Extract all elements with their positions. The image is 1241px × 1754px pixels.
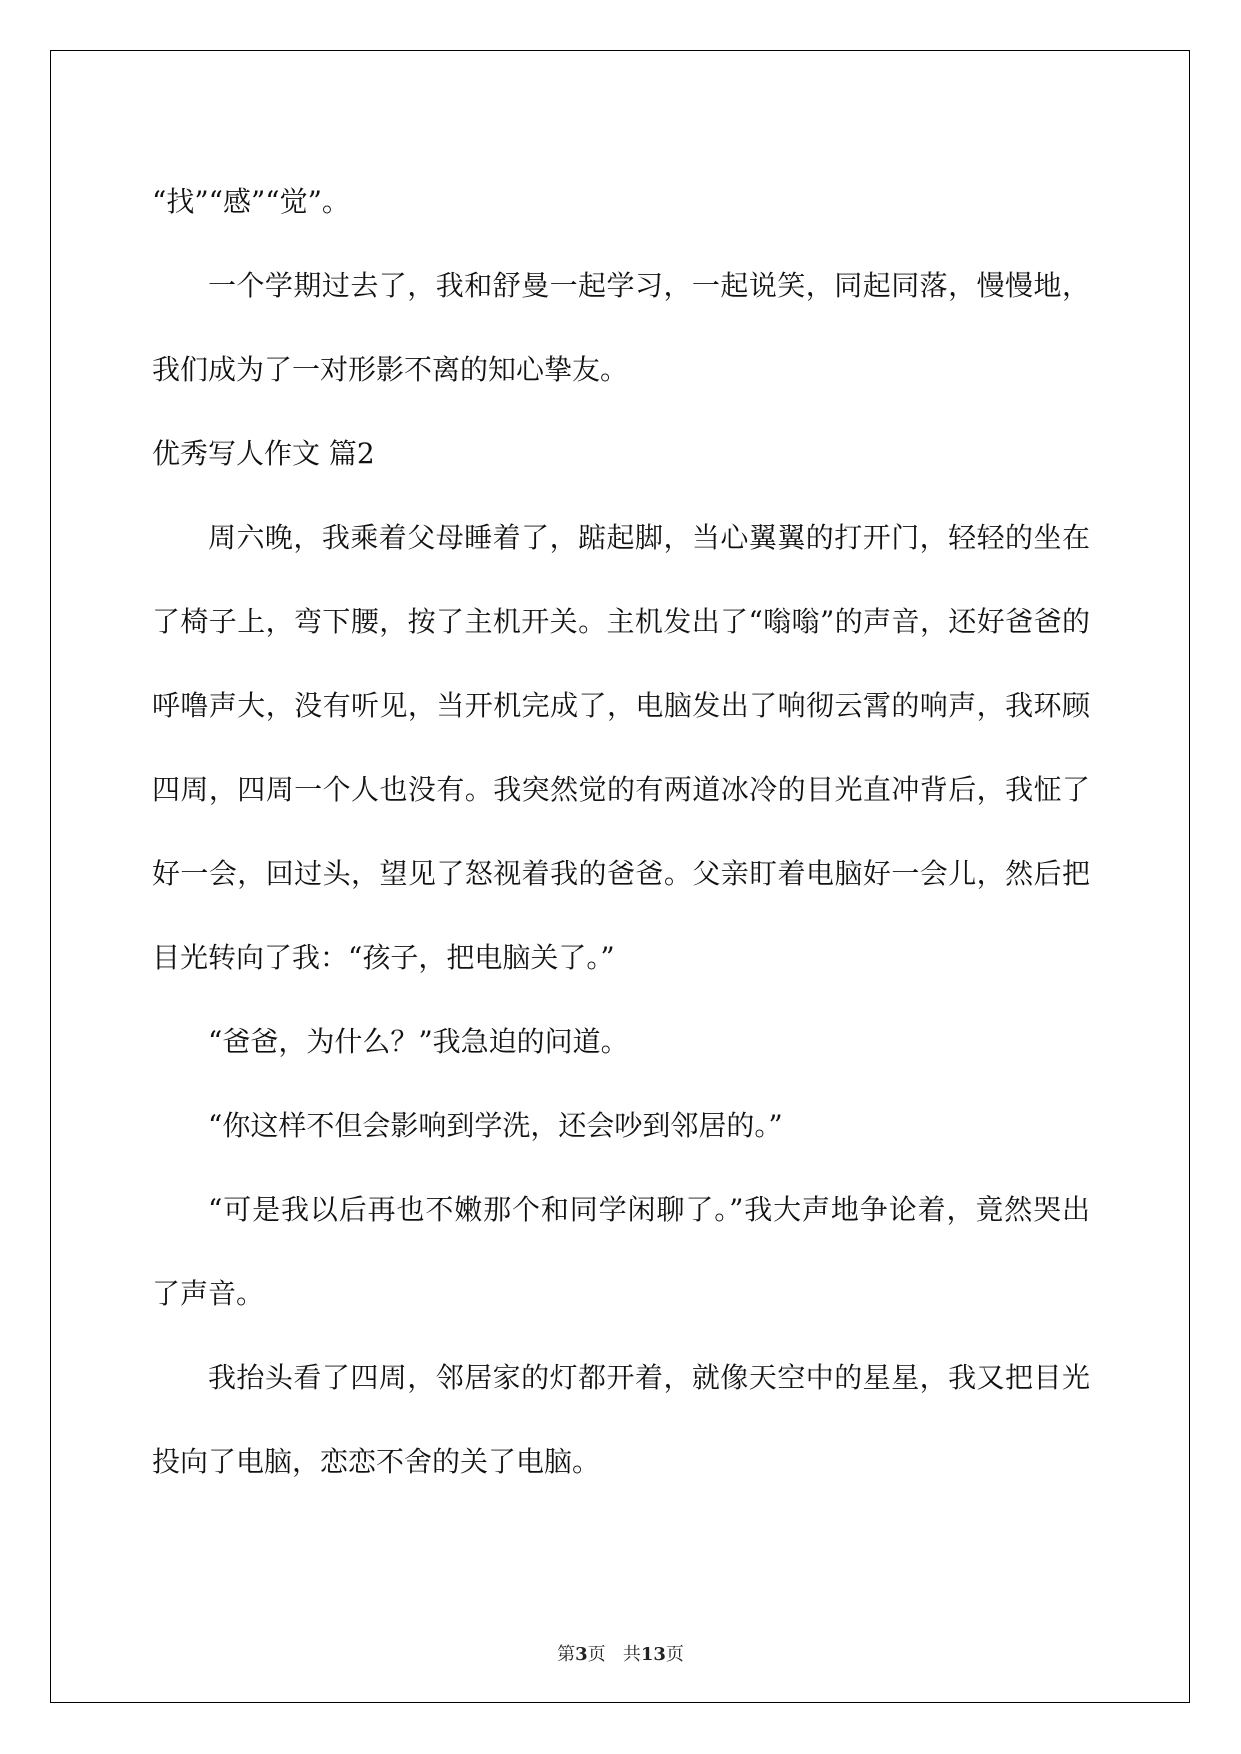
paragraph-6: “可是我以后再也不嫩那个和同学闲聊了。”我大声地争论着，竟然哭出了声音。: [152, 1193, 1090, 1310]
footer-prefix: 第: [557, 1644, 576, 1665]
current-page-number: 3: [575, 1644, 588, 1665]
paragraph-5: “你这样不但会影响到学洗，还会吵到邻居的。”: [208, 1109, 783, 1142]
paragraph-4: “爸爸，为什么？”我急迫的问道。: [208, 1025, 629, 1058]
footer-total-prefix: 共: [622, 1644, 641, 1665]
paragraph-2: 一个学期过去了，我和舒曼一起学习，一起说笑，同起同落，慢慢地，我们成为了一对形影不离的知心挚友。: [152, 269, 1090, 386]
footer-total-suffix: 页: [665, 1644, 684, 1665]
paragraph-1: “找”“感”“觉”。: [152, 185, 350, 218]
page-footer: [0, 1640, 1241, 1666]
paragraph-7: 我抬头看了四周，邻居家的灯都开着，就像天空中的星星，我又把目光投向了电脑，恋恋不舍的关了电脑。: [152, 1361, 1090, 1478]
total-page-count: 13: [640, 1644, 666, 1665]
paragraph-3: 周六晚，我乘着父母睡着了，踮起脚，当心翼翼的打开门，轻轻的坐在了椅子上，弯下腰，按了主机开关。主机发出了“嗡嗡”的声音，还好爸爸的呼噜声大，没有听见，当开机完成了，电脑发出了响彻云霄的响声，我环顾四周，四周一个人也没有。我突然觉的有两道冰冷的目光直冲背后，我怔了好一会，回过头，望见了怒视着我的爸爸。父亲盯着电脑好一会儿，然后把目光转向了我：“孩子，把电脑关了。”: [152, 521, 1090, 974]
section-heading: 优秀写人作文 篇2: [152, 437, 375, 470]
document-body: [152, 160, 1090, 1504]
footer-page-suffix: 页: [587, 1644, 606, 1665]
